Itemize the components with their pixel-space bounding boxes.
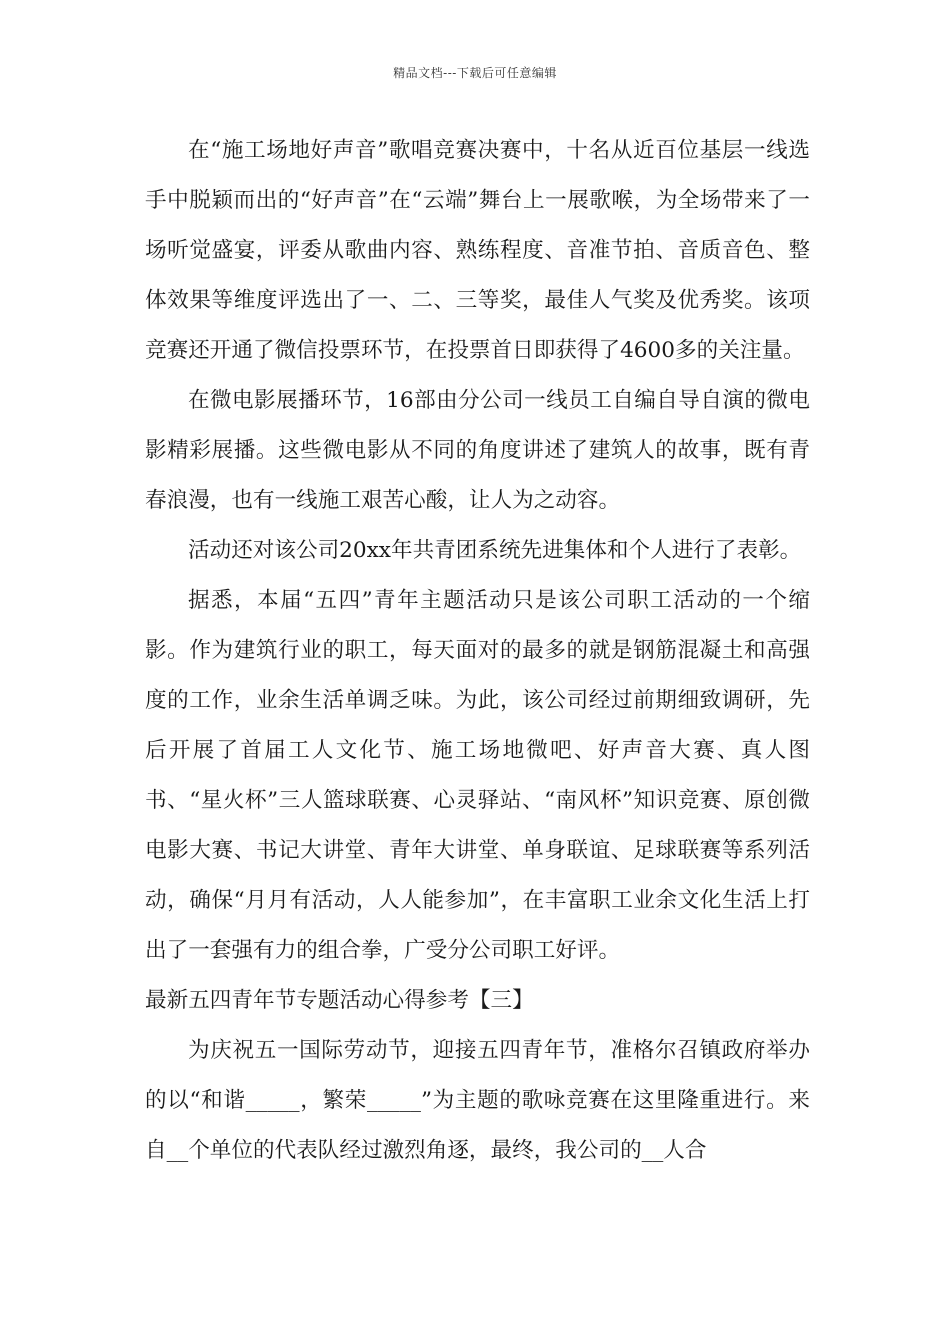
paragraph-singing-contest: 在“施工场地好声音”歌唱竞赛决赛中，十名从近百位基层一线选手中脱颖而出的“好声音”在“云端”舞台上一展歌喉，为全场带来了一场听觉盛宴，评委从歌曲内容、熟练程度、音准节拍、音质音色、整体效果等维度评选出了一、二、三等奖，最佳人气奖及优秀奖。该项竞赛还开通了微信投票环节，在投票首日即获得了4600多的关注量。 [145, 138, 810, 363]
paragraph-micro-film: 在微电影展播环节，16部由分公司一线员工自编自导自演的微电影精彩展播。这些微电影从不同的角度讲述了建筑人的故事，既有青春浪漫，也有一线施工艰苦心酸，让人为之动容。 [145, 388, 810, 513]
paragraph-activities-summary: 据悉，本届“五四”青年主题活动只是该公司职工活动的一个缩影。作为建筑行业的职工，每天面对的最多的就是钢筋混凝土和高强度的工作，业余生活单调乏味。为此，该公司经过前期细致调研，先后开展了首届工人文化节、施工场地微吧、好声音大赛、真人图书、“星火杯”三人篮球联赛、心灵驿站、“南风杯”知识竞赛、原创微电影大赛、书记大讲堂、青年大讲堂、单身联谊、足球联赛等系列活动，确保“月月有活动，人人能参加”，在丰富职工业余文化生活上打出了一套强有力的组合拳，广受分公司职工好评。 [145, 588, 810, 963]
document-body [145, 126, 810, 1176]
paragraph-commendation: 活动还对该公司20xx年共青团系统先进集体和个人进行了表彰。 [188, 538, 802, 563]
page-header: 精品文档---下载后可任意编辑 [393, 66, 557, 80]
paragraph-song-contest: 为庆祝五一国际劳动节，迎接五四青年节，准格尔召镇政府举办的以“和谐_____，繁荣_____”为主题的歌咏竞赛在这里隆重进行。来自__个单位的代表队经过激烈角逐，最终，我公司的__人合 [145, 1038, 810, 1163]
section-title: 最新五四青年节专题活动心得参考【三】 [145, 988, 534, 1013]
